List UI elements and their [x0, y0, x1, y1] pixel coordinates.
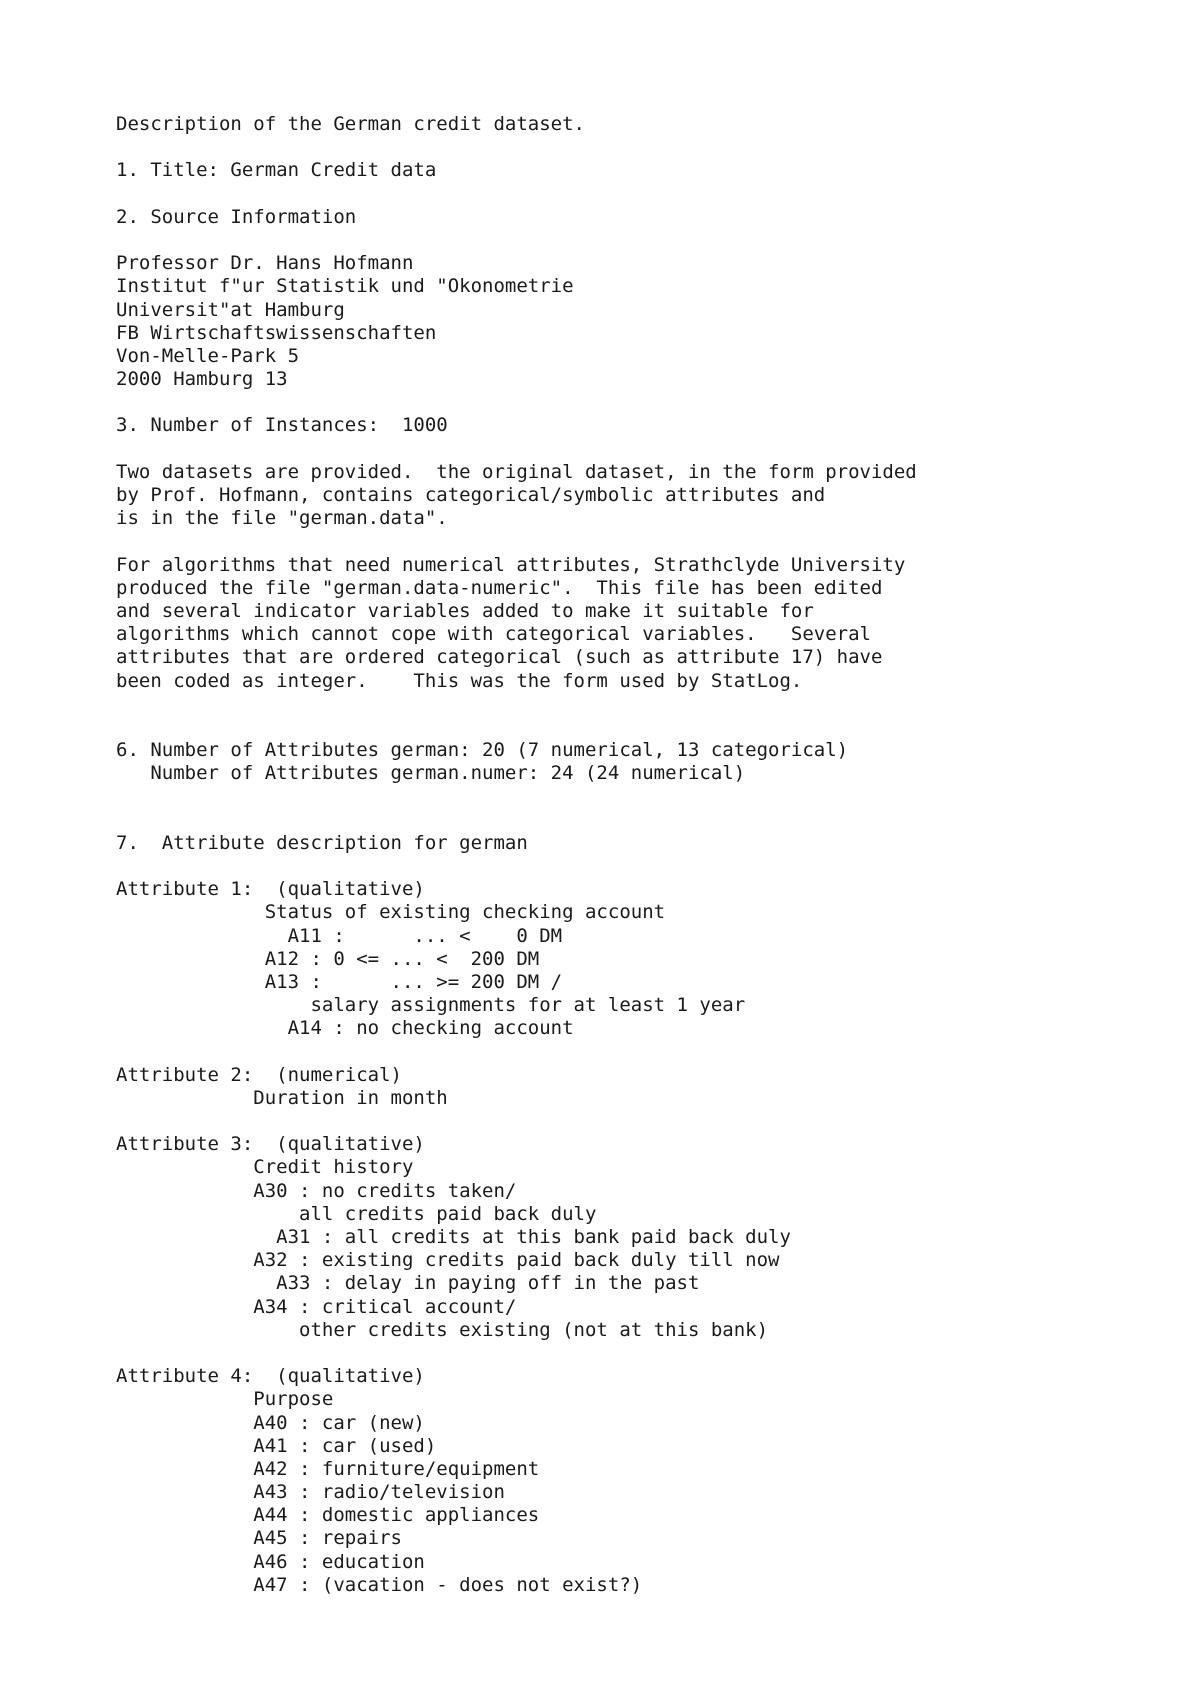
text-line: algorithms which cannot cope with categorical variables. Several: [116, 623, 871, 646]
text-line: A11 : ... < 0 DM: [116, 924, 563, 947]
text-line: A40 : car (new): [116, 1411, 425, 1434]
text-line: Von-Melle-Park 5: [116, 344, 300, 367]
text-line: salary assignments for at least 1 year: [116, 994, 746, 1017]
blank-line: [116, 693, 1176, 716]
blank-line: [116, 229, 1176, 252]
text-line: A30 : no credits taken/: [116, 1179, 517, 1202]
text-line: Attribute 3: (qualitative): [116, 1133, 425, 1156]
blank-line: [116, 855, 1176, 878]
text-line: A14 : no checking account: [116, 1017, 574, 1040]
text-line: A44 : domestic appliances: [116, 1504, 540, 1527]
text-line: Attribute 1: (qualitative): [116, 878, 425, 901]
text-line: other credits existing (not at this bank): [116, 1318, 769, 1341]
text-line: A45 : repairs: [116, 1527, 402, 1550]
blank-line: [116, 136, 1176, 159]
text-line: A47 : (vacation - does not exist?): [116, 1573, 643, 1596]
text-line: and several indicator variables added to make it suitable for: [116, 599, 814, 622]
text-line: A32 : existing credits paid back duly till now: [116, 1249, 780, 1272]
blank-line: [116, 183, 1176, 206]
text-line: Description of the German credit dataset.: [116, 113, 585, 135]
text-line: Institut f"ur Statistik und "Okonometrie: [116, 275, 574, 298]
text-line: Purpose: [116, 1388, 334, 1411]
blank-line: [116, 530, 1176, 553]
text-line: Credit history: [116, 1156, 414, 1179]
document-body: [116, 113, 1176, 1597]
text-line: is in the file "german.data".: [116, 507, 448, 530]
text-line: 6. Number of Attributes german: 20 (7 numerical, 13 categorical): [116, 739, 849, 762]
text-line: Duration in month: [116, 1086, 448, 1109]
text-line: 2000 Hamburg 13: [116, 368, 288, 391]
text-line: 2. Source Information: [116, 205, 357, 228]
blank-line: [116, 1041, 1176, 1064]
blank-line: [116, 438, 1176, 461]
text-line: A43 : radio/television: [116, 1481, 505, 1504]
text-line: all credits paid back duly: [116, 1202, 597, 1225]
text-line: A33 : delay in paying off in the past: [116, 1272, 700, 1295]
text-line: Universit"at Hamburg: [116, 298, 345, 321]
text-line: Professor Dr. Hans Hofmann: [116, 252, 414, 275]
text-line: Two datasets are provided. the original dataset, in the form provided: [116, 460, 917, 483]
text-line: A34 : critical account/: [116, 1295, 517, 1318]
text-line: A31 : all credits at this bank paid back duly: [116, 1226, 791, 1248]
blank-line: [116, 809, 1176, 832]
text-line: Number of Attributes german.numer: 24 (24 numerical): [116, 762, 746, 785]
blank-line: [116, 1110, 1176, 1133]
text-line: A46 : education: [116, 1550, 425, 1573]
text-line: 1. Title: German Credit data: [116, 159, 437, 182]
text-line: 7. Attribute description for german: [116, 831, 528, 854]
text-line: A41 : car (used): [116, 1434, 437, 1457]
text-line: A12 : 0 <= ... < 200 DM: [116, 947, 540, 970]
text-line: produced the file "german.data-numeric". This file has been edited: [116, 576, 883, 599]
text-line: attributes that are ordered categorical (such as attribute 17) have: [116, 646, 883, 669]
text-line: A42 : furniture/equipment: [116, 1457, 540, 1480]
blank-line: [116, 391, 1176, 414]
text-line: A13 : ... >= 200 DM /: [116, 970, 563, 993]
blank-line: [116, 716, 1176, 739]
text-line: FB Wirtschaftswissenschaften: [116, 321, 437, 344]
text-line: been coded as integer. This was the form used by StatLog.: [116, 669, 803, 692]
text-line: Attribute 2: (numerical): [116, 1063, 402, 1086]
text-line: 3. Number of Instances: 1000: [116, 414, 448, 437]
text-line: Status of existing checking account: [116, 901, 666, 924]
text-line: by Prof. Hofmann, contains categorical/symbolic attributes and: [116, 484, 826, 506]
text-line: For algorithms that need numerical attributes, Strathclyde University: [116, 553, 906, 576]
blank-line: [116, 1342, 1176, 1365]
text-line: Attribute 4: (qualitative): [116, 1365, 425, 1388]
blank-line: [116, 785, 1176, 808]
